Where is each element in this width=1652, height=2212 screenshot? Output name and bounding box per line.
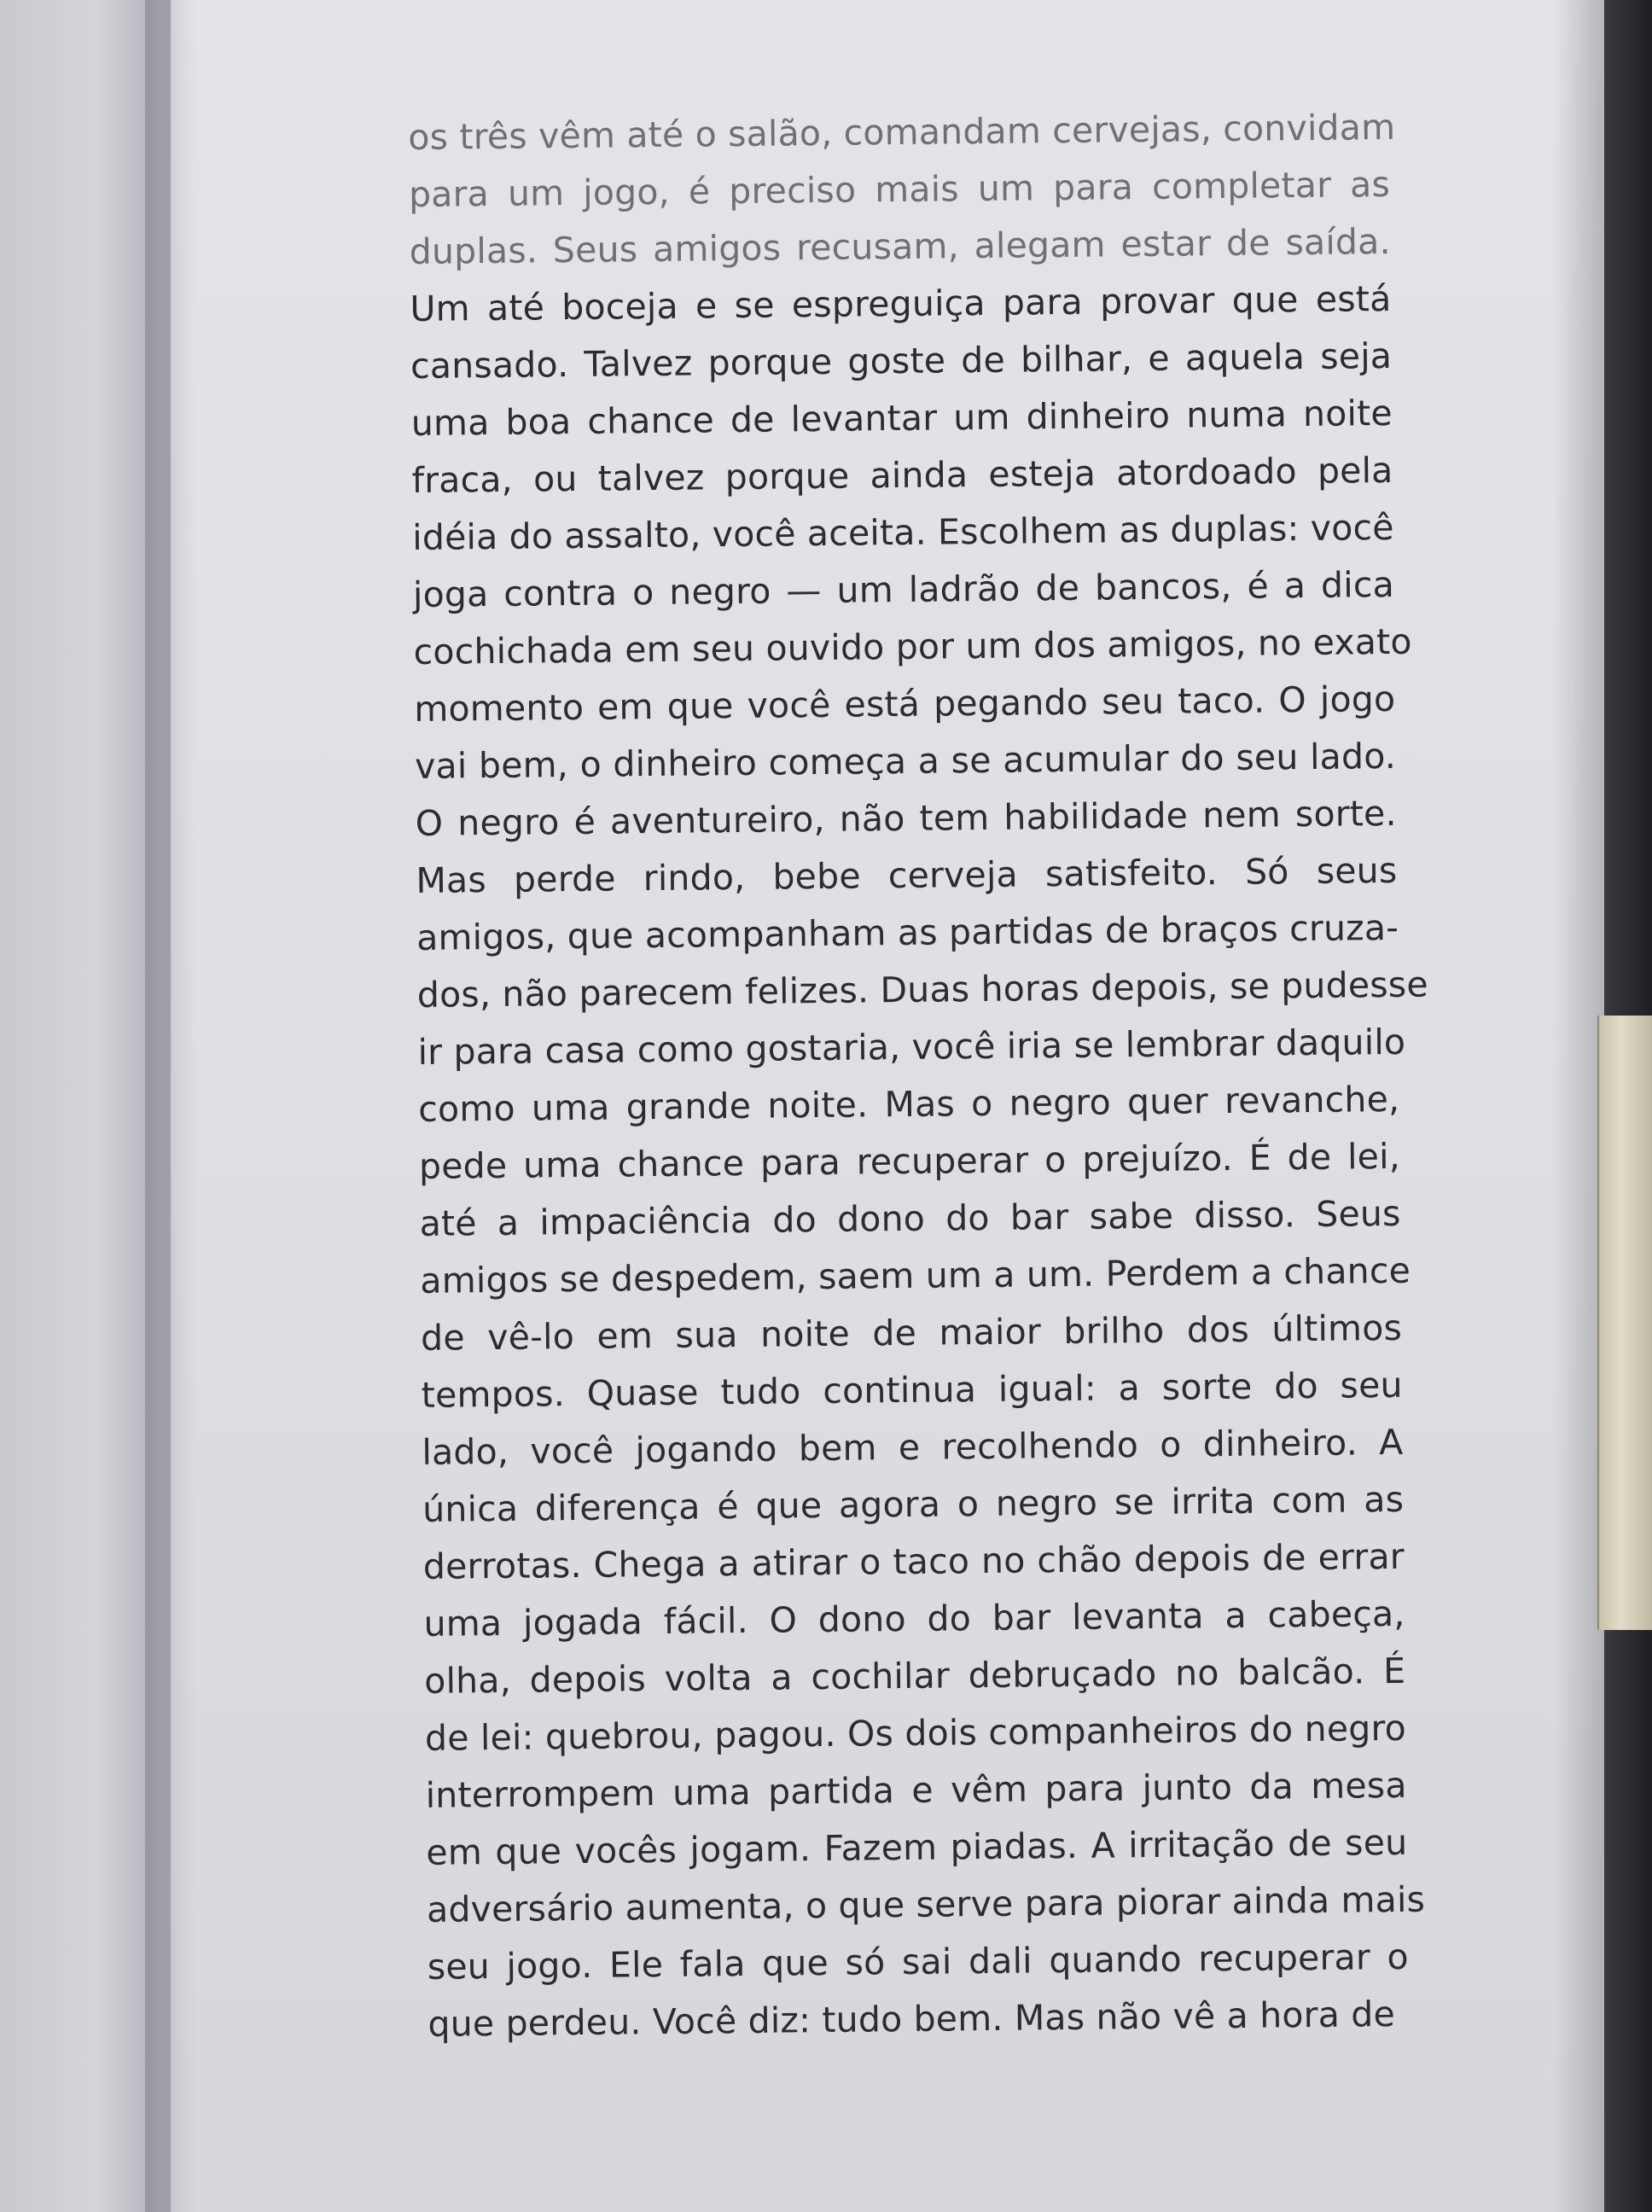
text-line: de vê-lo em sua noite de maior brilho dos últimos <box>420 1307 1403 1359</box>
text-line: Mas perde rindo, bebe cerveja satisfeito. Só seus <box>416 849 1398 901</box>
book-gutter-shadow <box>145 0 196 2212</box>
text-line: lado, você jogando bem e recolhendo o dinheiro. A <box>422 1421 1404 1473</box>
text-line: fraca, ou talvez porque ainda esteja atordoado pela <box>411 449 1393 501</box>
text-line: cansado. Talvez porque goste de bilhar, e aquela seja <box>410 335 1393 387</box>
text-line: única diferença é que agora o negro se irrita com as <box>422 1478 1405 1530</box>
text-line: amigos se despedem, saem um a um. Perdem a chance <box>420 1249 1411 1301</box>
text-line: O negro é aventureiro, não tem habilidade nem sorte. <box>415 792 1397 844</box>
page-stack-edge <box>1597 1016 1652 1630</box>
text-line: derrotas. Chega a atirar o taco no chão depois de errar <box>422 1535 1405 1587</box>
text-line: amigos, que acompanham as partidas de braços cruza- <box>416 906 1399 958</box>
text-line: interrompem uma partida e vêm para junto da mesa <box>425 1764 1407 1816</box>
page-edge-shadow <box>1553 0 1604 2212</box>
text-line: olha, depois volta a cochilar debruçado no balcão. É <box>424 1650 1406 1702</box>
text-line: momento em que você está pegando seu taco. O jogo <box>414 678 1396 730</box>
text-line: uma boa chance de levantar um dinheiro numa noite <box>410 392 1393 444</box>
text-line: até a impaciência do dono do bar sabe disso. Seus <box>419 1192 1401 1244</box>
text-line: tempos. Quase tudo continua igual: a sorte do seu <box>421 1364 1403 1416</box>
text-line: ir para casa como gostaria, você iria se lembrar daquilo <box>417 1021 1406 1073</box>
text-line: dos, não parecem felizes. Duas horas depois, se pudesse <box>416 963 1429 1016</box>
text-line: idéia do assalto, você aceita. Escolhem as duplas: você <box>412 506 1394 558</box>
text-line: os três vêm até o salão, comandam cervejas, convidam <box>408 106 1396 158</box>
text-line: duplas. Seus amigos recusam, alegam estar de saída. <box>409 220 1391 272</box>
text-line: como uma grande noite. Mas o negro quer revanche, <box>418 1078 1400 1130</box>
text-line: uma jogada fácil. O dono do bar levanta a cabeça, <box>423 1592 1405 1644</box>
text-line: que perdeu. Você diz: tudo bem. Mas não vê a hora de <box>428 1994 1396 2045</box>
text-line: cochichada em seu ouvido por um dos amigos, no exato <box>413 620 1412 672</box>
text-line: vai bem, o dinheiro começa a se acumular do seu lado. <box>414 735 1397 787</box>
text-line: adversário aumenta, o que serve para piorar ainda mais <box>426 1878 1426 1930</box>
text-line: seu jogo. Ele fala que só sai dali quando recuperar o <box>427 1936 1409 1988</box>
text-line: em que vocês jogam. Fazem piadas. A irritação de seu <box>426 1821 1408 1873</box>
body-text <box>408 99 1429 2053</box>
text-line: pede uma chance para recuperar o prejuízo. É de lei, <box>418 1135 1401 1187</box>
text-line: para um jogo, é preciso mais um para completar as <box>408 163 1391 215</box>
text-line: Um até boceja e se espreguiça para provar que está <box>410 277 1392 329</box>
text-line: de lei: quebrou, pagou. Os dois companheiros do negro <box>424 1707 1407 1759</box>
text-line: joga contra o negro — um ladrão de bancos, é a dica <box>412 563 1395 615</box>
